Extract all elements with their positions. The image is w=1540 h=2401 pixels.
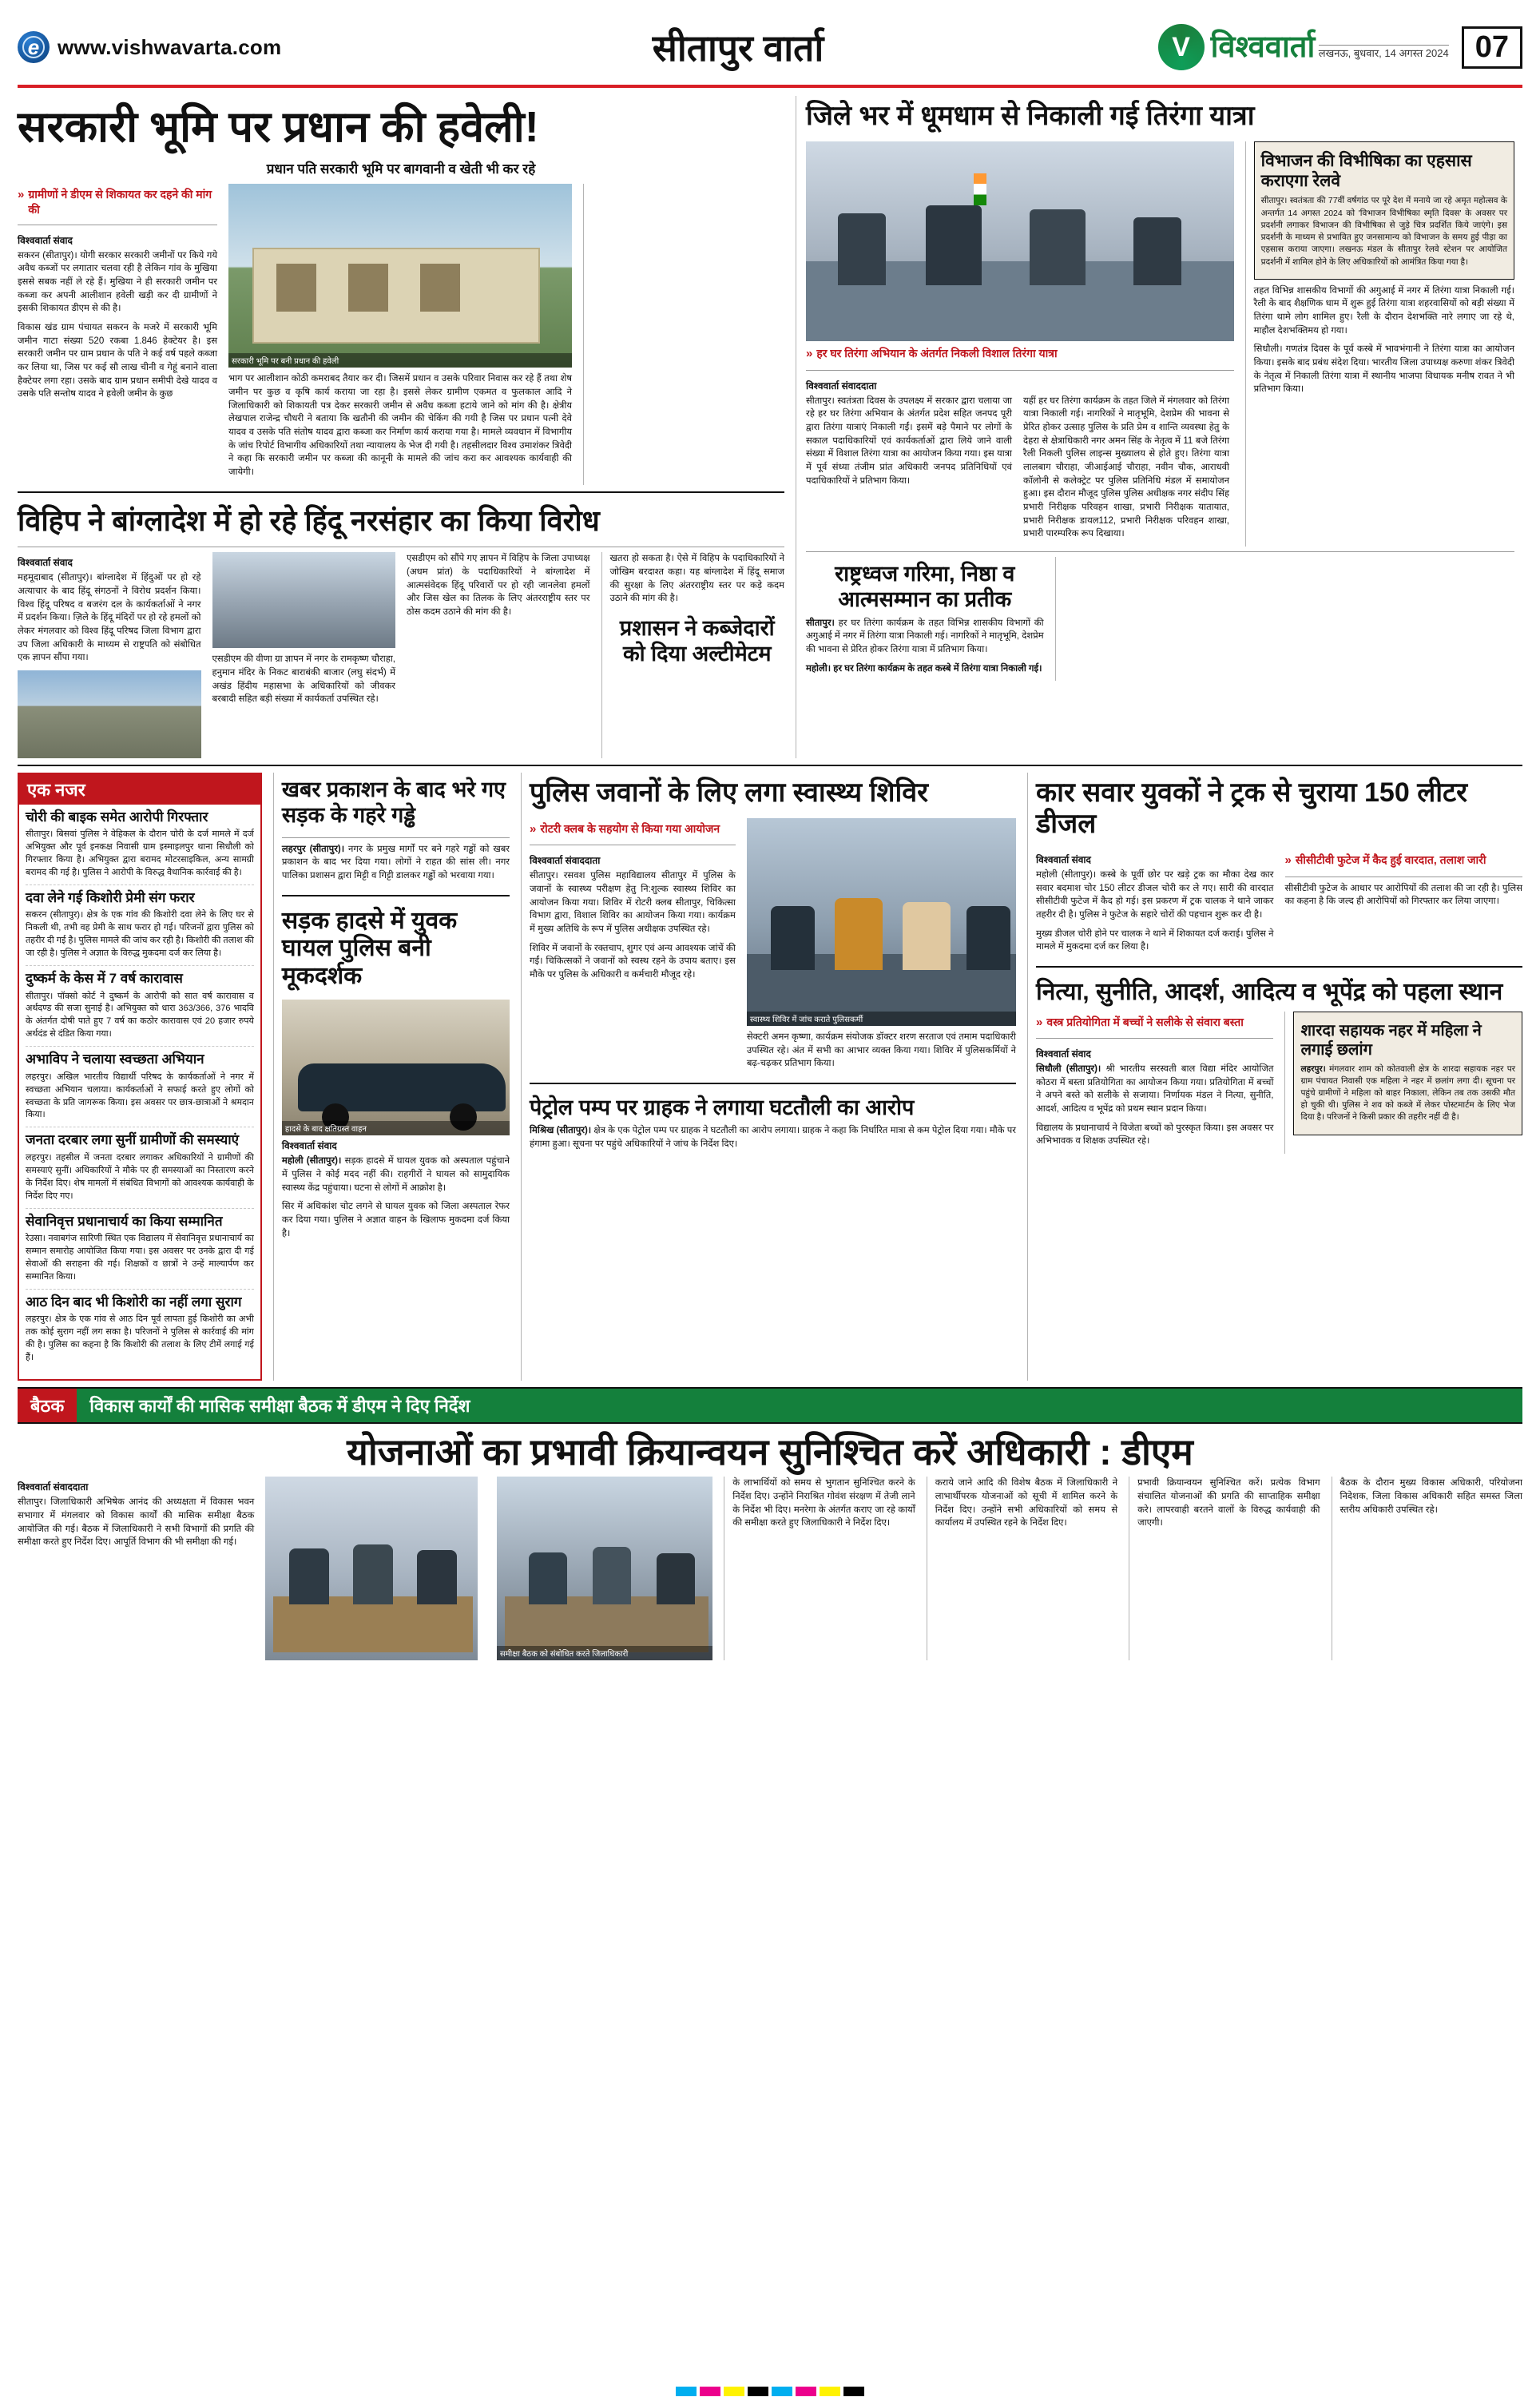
ek-najar-list bbox=[19, 805, 260, 1379]
color-swatch bbox=[772, 2387, 792, 2396]
banner-tag: बैठक bbox=[18, 1389, 77, 1422]
tiranga-para-2: यहीं हर घर तिरंगा कार्यक्रम के तहत जिले में मंगलवार को तिरंगा यात्रा निकाली गई। नागरिकों ने मातृभूमि, देशप्रेम की भावना से प्रेरित होकर उत्साह पुलिस के प्रति प्रेम व शान्ति व्यवस्था हेतु के देहरा से क्षेत्राधिकारी नगर अमन सिंह के नेतृत्व में 11 बजे तिरंगा रैली निकली पुलिस लाइन्स मुख्यालय से होते हुए। तिरंगा यात्रा लालबाग चौराहा, जीआईआई चौराहा, नवीन चौक, आराधवी कॉलोनी से कलेक्ट्रेट पर पुलिस प्रतिनिधि मंडल में समायोजन हुआ। इस दौरान मौजूद पुलिस पुलिस अधीक्षक नगर संदीप सिंह प्रभारी निरीक्षक परिवहन शाखा, प्रभारी निरीक्षक यातायात, प्रभारी निरीक्षक डायल112, प्रभारी निरीक्षक परिवहन शाखा, प्रभारी पारम्परिक रूप दिखाया। bbox=[1023, 396, 1229, 539]
lead-headline: सरकारी भूमि पर प्रधान की हवेली! bbox=[18, 103, 539, 151]
nitya-body-1: श्री भारतीय सरस्वती बाल विद्या मंदिर आयोजित कोठरा में बस्ता प्रतियोगिता का आयोजन किया गया। प्रतियोगिता में बच्चों ने अपने बस्ते को सलीके से सजाया। निर्णायक मंडल ने नित्या, सुनीति, आदर्श, आदित्य व भूपेंद्र को प्रथम स्थान प्रदान किया। bbox=[1036, 1064, 1274, 1115]
banner-text: विकास कार्यों की मासिक समीक्षा बैठक में डीएम ने दिए निर्देश bbox=[77, 1389, 1522, 1422]
nitya-para-1 bbox=[1036, 1063, 1273, 1116]
dm-meeting-photo-2 bbox=[497, 1477, 712, 1660]
edition-title: सीतापुर वार्ता bbox=[652, 27, 824, 69]
meeting-banner bbox=[18, 1387, 1522, 1424]
tiranga-para-4: सिधौली। गणतंत्र दिवस के पूर्व कस्बे में भावभंगानी ने तिरंगा यात्रा का आयोजन किया। इसके बाद प्रबंध संदेश दिया। भारतीय जिला उपाध्यक्ष करुणा शंकर त्रिवेदी के नेतृत्व में निकाली तिरंगा यात्रा में स्थानीय भाजपा विधायक मनीष रावत ने भी प्रतिभाग किया। bbox=[1253, 344, 1514, 395]
arrow-icon: » bbox=[1284, 853, 1292, 868]
lead-kicker: » ग्रामीणों ने डीएम से शिकायत कर दहने की मांग की bbox=[18, 188, 212, 216]
color-swatch bbox=[700, 2387, 720, 2396]
petrol-headline: पेट्रोल पम्प पर ग्राहक ने लगाया घटतौली का आरोप bbox=[530, 1095, 915, 1119]
brand bbox=[1158, 24, 1449, 70]
list-item[interactable] bbox=[26, 971, 254, 1047]
najar-item-headline: चोरी की बाइक समेत आरोपी गिरफ्तार bbox=[26, 809, 208, 825]
railway-headline: विभाजन की विभीषिका का एहसास कराएगा रेलवे bbox=[1260, 152, 1472, 191]
lead-byline: विश्ववार्ता संवाद bbox=[18, 234, 73, 246]
road-accident-photo-caption: हादसे के बाद क्षतिग्रस्त वाहन bbox=[282, 1121, 510, 1135]
vhp-para-2: एसडीएम की वीणा ग्रा ज्ञापन में नगर के रामकृष्ण चौराहा, हनुमान मंदिर के निकट बाराबंकी बाजार (लघु संदर्भ) में अखंड हिंदीय महासभा के अधिकारियों को जीवकर बरबादी सहित बड़ी संख्या में कार्यकर्ता उपस्थित रहे। bbox=[212, 654, 395, 705]
list-item[interactable] bbox=[26, 1214, 254, 1290]
color-swatch bbox=[820, 2387, 840, 2396]
health-camp-photo-caption: स्वास्थ्य शिविर में जांच कराते पुलिसकर्मी bbox=[747, 1012, 1016, 1026]
color-registration-bar bbox=[0, 2387, 1540, 2396]
tiranga-para-1: सीतापुर। स्वतंत्रता दिवस के उपलक्ष्य में सरकार द्वारा चलाया जा रहे हर घर तिरंगा अभियान के अंतर्गत प्रदेश सहित जनपद पूरी द्वारा तिरंगा यात्राएं निकाली गईं। इसमें बड़े पैमाने पर लोगों के सकाल पदाधिकारियों एवं कार्यकर्ताओं द्वारा लिये जाने वाली संख्या में विशाल तिरंगा यात्रा का आयोजन किया गया। इस यात्रा में पूर्व संध्या तंजीम प्रांत अधिकारी जनपद प्रतिनिधियों एवं पदाधिकारियों ने प्रतिभाग किया। bbox=[806, 396, 1012, 486]
masthead-center bbox=[353, 22, 1123, 72]
vhp-para-4: खतरा हो सकता है। ऐसे में विहिप के पदाधिकारियों ने जोखिम बरदाश्त कहा। यह बांग्लादेश में हिंदू समाज की सुरक्षा के लिए अंतरराष्ट्रीय स्तर पर कड़े कदम उठाने की मांग की है। bbox=[609, 554, 785, 604]
road-accident-headline: सड़क हादसे में युवक घायल पुलिस बनी मूकदर्शक bbox=[281, 907, 458, 989]
arrow-icon: » bbox=[1036, 1015, 1043, 1029]
vhp-para-3: एसडीएम को सौंपे गए ज्ञापन में विहिप के जिला उपाध्यक्ष (अधम प्रांत) के पदाधिकारियों ने बांग्लादेश में आत्मसंवेदक हिंदू परिवारों पर हो रही जानलेवा हमलों और जिस खेल का तिलक के लिए अंतरराष्ट्रीय स्तर पर ठोस कदम उठाने की मांग की है। bbox=[407, 554, 590, 617]
masthead-right bbox=[1123, 24, 1522, 70]
garima-headline: राष्ट्रध्वज गरिमा, निष्ठा व आत्मसम्मान का प्रतीक bbox=[835, 561, 1015, 612]
diesel-para-3: मुख्य डीजल चोरी होने पर चालक ने थाने में शिकायत दर्ज कराई। पुलिस ने मामले में मुकदमा दर्ज कर लिया है। bbox=[1036, 928, 1274, 952]
health-camp-para-2: शिविर में जवानों के रक्तचाप, शुगर एवं अन्य आवश्यक जांचें की गईं। चिकित्सकों ने जवानों को स्वस्थ रहने के उपाय बताए। इस मौके पर पुलिस के अधिकारी व कर्मचारी मौजूद रहे। bbox=[530, 943, 736, 980]
dm-meeting-headline: योजनाओं का प्रभावी क्रियान्वयन सुनिश्चित करें अधिकारी : डीएम bbox=[347, 1430, 1193, 1473]
najar-item-text: सीतापुर। पॉक्सो कोर्ट ने दुष्कर्म के आरोपी को सात वर्ष कारावास व अर्थदण्ड की सजा सुनाई है। अभियुक्त को धारा 363/366, 376 भादवि के अंतर्गत दोषी पाते हुए 7 वर्ष का कठोर कारावास एवं 20 हजार रुपये अर्थदंड से दंडित किया गया। bbox=[26, 991, 254, 1040]
color-swatch bbox=[748, 2387, 768, 2396]
color-swatch bbox=[676, 2387, 697, 2396]
lead-para-1: सकरन (सीतापुर)। योगी सरकार सरकारी जमीनों पर किये गये अवैध कब्जों पर लगातार चलवा रही है लेकिन गांव के मुखिया इससे सबक नहीं ले रहे हैं। मुखिया ने ही सरकारी जमीन पर कब्जा कर अपनी आलीशान हवेली खड़ी कर दी ग्रामीणों ने इसकी शिकायत डीएम से की है। bbox=[18, 250, 217, 314]
najar-item-headline: जनता दरबार लगा सुनीं ग्रामीणों की समस्याएं bbox=[26, 1132, 240, 1148]
najar-item-text: सीतापुर। बिसवां पुलिस ने वेहिकल के दौरान चोरी के दर्ज मामले में दर्ज अभियुक्त और पूर्व इनकक्ष निवासी ग्राम इस्माइलपुर थाना सिधौली को गिरफ्तार किया है। अभियुक्त द्वारा बरामद मोटरसाइकिल, अन्य सामग्री बरामद की गई है। पुलिस ने आरोपी के विरुद्ध वैधानिक कार्रवाई की है। bbox=[26, 829, 254, 878]
health-camp-headline: पुलिस जवानों के लिए लगा स्वास्थ्य शिविर bbox=[530, 777, 929, 808]
diesel-kicker: » सीसीटीवी फुटेज में कैद हुई वारदात, तलाश जारी bbox=[1284, 853, 1486, 868]
site-url[interactable]: www.vishwavarta.com bbox=[58, 34, 282, 59]
najar-item-headline: अभाविप ने चलाया स्वच्छता अभियान bbox=[26, 1051, 204, 1067]
arrow-icon: » bbox=[806, 347, 813, 361]
brand-logo-icon: V bbox=[1158, 24, 1205, 70]
tiranga-para-3: तहत विभिन्न शासकीय विभागों की अगुआई में नगर में तिरंगा यात्रा निकाली गई। रैली के बाद शैक्षणिक धाम में शुरू हुई तिरंगा यात्रा शहरवासियों को बड़ी संख्या में तिरंगा थामे लोग शामिल हुए। रैली के दौरान देशभक्ति नारे लगाए जा रहे थे, माहौल देशभक्तिमय हो गया। bbox=[1253, 285, 1514, 336]
railway-box bbox=[1254, 141, 1514, 280]
page-number: 07 bbox=[1462, 26, 1522, 69]
tiranga-headline: जिले भर में धूमधाम से निकाली गई तिरंगा यात्रा bbox=[806, 101, 1255, 131]
nitya-kicker: » वस्त्र प्रतियोगिता में बच्चों ने सलीके से संवारा बस्ता bbox=[1036, 1015, 1244, 1029]
health-camp-para-1: सीतापुर। रसवश पुलिस महाविद्यालय सीतापुर में पुलिस के जवानों के स्वास्थ्य परीक्षण हेतु नि:शुल्क स्वास्थ्य शिविर का आयोजन किया गया। शिविर में रोटरी क्लब सीतापुर, चिकित्सा विभाग द्वारा, विशाल शिविर का आयोजन किया गया। कार्यक्रम में मुख्य अतिथि के रूप में पुलिस अधीक्षक उपस्थित रहे। bbox=[530, 871, 736, 935]
dm-meeting-photo-1 bbox=[265, 1477, 478, 1660]
brand-name: विश्ववार्ता bbox=[1210, 30, 1316, 64]
najar-item-headline: दुष्कर्म के केस में 7 वर्ष कारावास bbox=[26, 971, 183, 987]
health-camp-byline: विश्ववार्ता संवाददाता bbox=[530, 855, 601, 867]
vhp-para-1: महमूदाबाद (सीतापुर)। बांग्लादेश में हिंदुओं पर हो रहे अत्याचार के बाद हिंदू संगठनों ने विरोध प्रदर्शन किया। विश्व हिंदू परिषद व बजरंग दल के कार्यकर्ताओं ने नगर में प्रदर्शन किया। ज़िले के हिंदू मंदिरों पर हो रहे हमलों को लेकर मंगलवार को विश्व हिंदू परिषद जिला विभाग द्वारा उप जिला अधिकारी के माध्यम से राष्ट्रपति को संबोधित एक ज्ञापन सौंपा गया। bbox=[18, 573, 201, 663]
sharda-dateline: लहरपुर। bbox=[1300, 1063, 1326, 1074]
masthead bbox=[18, 14, 1522, 88]
road-accident-body-1: सड़क हादसे में घायल युवक को अस्पताल पहुंचाने में पुलिस ने कोई मदद नहीं की। राहगीरों ने घायल को सामुदायिक स्वास्थ्य केंद्र पहुंचाया। घटना से लोगों में आक्रोश है। bbox=[281, 1156, 510, 1193]
khabar-headline: खबर प्रकाशन के बाद भरे गए सड़क के गहरे गड्ढे bbox=[281, 777, 506, 828]
ek-najar-title: एक नजर bbox=[19, 774, 260, 805]
road-accident-para-2: सिर में अधिकांश चोट लगने से घायल युवक को जिला अस्पताल रेफर कर दिया गया। पुलिस ने अज्ञात वाहन के खिलाफ मुकदमा दर्ज किया है। bbox=[281, 1202, 510, 1238]
tiranga-kicker: » हर घर तिरंगा अभियान के अंतर्गत निकली विशाल तिरंगा यात्रा bbox=[806, 347, 1058, 361]
road-accident-byline: विश्ववार्ता संवाद bbox=[281, 1140, 337, 1152]
najar-item-text: रेउसा। नवाबगंज सारिणी स्थित एक विद्यालय में सेवानिवृत्त प्रधानाचार्य का सम्मान समारोह आयोजित किया गया। इस अवसर पर उनके द्वारा दी गई सेवाओं की सराहना की गई। शिक्षकों व छात्रों ने उन्हें माल्यार्पण कर सम्मानित किया। bbox=[26, 1233, 254, 1282]
najar-item-text: लहरपुर। क्षेत्र के एक गांव से आठ दिन पूर्व लापता हुई किशोरी का अभी तक कोई सुराग नहीं लग सका है। परिजनों ने पुलिस से कार्रवाई की मांग की है। पुलिस का कहना है कि किशोरी की तलाश के लिए टीमें लगाई गई हैं। bbox=[26, 1314, 254, 1362]
masthead-left bbox=[18, 31, 353, 63]
nitya-headline: नित्या, सुनीति, आदर्श, आदित्य व भूपेंद्र को पहला स्थान bbox=[1036, 979, 1503, 1006]
dm-meeting-para-1: सीतापुर। जिलाधिकारी अभिषेक आनंद की अध्यक्षता में विकास भवन सभागार में मंगलवार को विकास कार्यों की मासिक समीक्षा बैठक आयोजित की गई। बैठक में जिलाधिकारी ने सभी विभागों की प्रगति की समीक्षा करते हुए निर्देश दिए। आपूर्ति विभाग की भी समीक्षा की गई। bbox=[18, 1497, 255, 1548]
dm-meeting-para-2: के लाभार्थियों को समय से भुगतान सुनिश्चित करने के निर्देश दिए। उन्होंने निराश्रित गोवंश संरक्षण में तेजी लाने के निर्देश भी दिए। मनरेगा के अंतर्गत कराए जा रहे कार्यों की समीक्षा करते हुए जिलाधिकारी ने निर्देश दिए। bbox=[732, 1478, 915, 1528]
health-camp-para-3: सेक्टरी अमन कृष्णा, कार्यक्रम संयोजक डॉक्टर शरण सरताज एवं तमाम पदाधिकारी उपस्थित रहे। अंत में सभी का आभार व्यक्त किया गया। शिविर में पुलिसकर्मियों ने बढ़-चढ़कर प्रतिभाग किया। bbox=[746, 1032, 1016, 1069]
khabar-body: नगर के प्रमुख मार्गों पर बने गहरे गड्ढों को खबर प्रकाशन के बाद भर दिया गया। लोगों ने राहत की सांस ली। नगर पालिका प्रशासन द्वारा मिट्टी व गिट्टी डालकर गड्ढों को भरवाया गया। bbox=[281, 844, 510, 880]
nitya-para-2: विद्यालय के प्रधानाचार्य ने विजेता बच्चों को पुरस्कृत किया। इस अवसर पर अभिभावक व शिक्षक उपस्थित रहे। bbox=[1036, 1123, 1274, 1147]
petrol-body: क्षेत्र के एक पेट्रोल पम्प पर ग्राहक ने घटतौली का आरोप लगाया। ग्राहक ने कहा कि निर्धारित मात्रा से कम पेट्रोल दिया गया। मौके पर हंगामा हुआ। सूचना पर पहुंचे अधिकारियों ने जांच के निर्देश दिए। bbox=[530, 1126, 1016, 1150]
petrol-dateline: मिश्रिख (सीतापुर)। bbox=[530, 1126, 592, 1136]
list-item[interactable] bbox=[26, 1051, 254, 1127]
arrow-icon: » bbox=[530, 821, 537, 836]
diesel-para-2: सीसीटीवी फुटेज के आधार पर आरोपियों की तलाश की जा रही है। पुलिस का कहना है कि जल्द ही आरोपियों को गिरफ्तार कर लिया जाएगा। bbox=[1284, 883, 1522, 907]
najar-item-headline: दवा लेने गई किशोरी प्रेमी संग फरार bbox=[26, 890, 195, 905]
vhp-photo-center bbox=[212, 552, 396, 648]
najar-item-headline: सेवानिवृत्त प्रधानाचार्य का किया सम्मानित bbox=[26, 1213, 223, 1229]
diesel-byline: विश्ववार्ता संवाद bbox=[1036, 854, 1091, 866]
nitya-dateline: सिधौली (सीतापुर)। bbox=[1036, 1064, 1101, 1075]
dm-meeting-photo-caption: समीक्षा बैठक को संबोधित करते जिलाधिकारी bbox=[497, 1646, 712, 1660]
dm-meeting-para-4: प्रभावी क्रियान्वयन सुनिश्चित करें। प्रत्येक विभाग संचालित योजनाओं की प्रगति की साप्ताहिक समीक्षा करे। लापरवाही बरतने वालों के विरुद्ध कार्यवाही की जाएगी। bbox=[1137, 1478, 1320, 1528]
sharda-body: मंगलवार शाम को कोतवाली क्षेत्र के शारदा सहायक नहर पर ग्राम पंचायत निवासी एक महिला ने नहर में छलांग लगा दी। सूचना पर पहुंचे ग्रामीणों ने महिला को बाहर निकाला, लेकिन तब तक उसकी मौत हो चुकी थी। पुलिस ने शव को कब्जे में लेकर पोस्टमार्टम के लिए भेज दिया है। परिजनों ने किसी प्रकार की तहरीर नहीं दी है। bbox=[1300, 1063, 1515, 1123]
dm-meeting-para-5: बैठक के दौरान मुख्य विकास अधिकारी, परियोजना निदेशक, जिला विकास अधिकारी सहित समस्त जिला स्तरीय अधिकारी उपस्थित रहे। bbox=[1340, 1478, 1522, 1515]
road-accident-dateline: महोली (सीतापुर)। bbox=[281, 1156, 342, 1167]
ultimatum-headline: प्रशासन ने कब्जेदारों को दिया अल्टीमेटम bbox=[619, 615, 775, 666]
tiranga-photo bbox=[806, 141, 1234, 341]
sharda-box bbox=[1293, 1012, 1522, 1135]
vhp-headline: विहिप ने बांग्लादेश में हो रहे हिंदू नरसंहार का किया विरोध bbox=[18, 503, 600, 537]
khabar-dateline: लहरपुर (सीतापुर)। bbox=[281, 844, 345, 854]
petrol-text bbox=[530, 1124, 1016, 1151]
garima-dateline: सीतापुर। bbox=[806, 618, 835, 628]
vhp-byline: विश्ववार्ता संवाद bbox=[18, 557, 73, 569]
list-item[interactable] bbox=[26, 890, 254, 966]
list-item[interactable] bbox=[26, 809, 254, 885]
najar-item-text: लहरपुर। अखिल भारतीय विद्यार्थी परिषद के कार्यकर्ताओं ने नगर में स्वच्छता अभियान चलाया। कार्यकर्ताओं ने सफाई करते हुए लोगों को स्वच्छता के प्रति जागरूक किया। इस अवसर पर छात्र-छात्राओं ने श्रमदान किया। bbox=[26, 1071, 254, 1120]
lead-para-3: भाग पर आलीशान कोठी कमराबद तैयार कर दी। जिसमें प्रधान व उसके परिवार निवास कर रहे हैं तथा शेष जमीन पर कुछ व कृषि कार्य कराया जा रहा है। इससे लेकर ग्रामीण एकमत व फुलकाल आदि ने जिलाधिकारी को शिकायती पत्र देकर सरकारी जमीन से अवैध कब्जा हटाये जाने को मांग की है। क्षेत्रीय लेखपाल राजेन्द्र चौधरी ने बताया कि खतौनी की जमीन की चेकिंग की गयी है जिस पर प्रधान पत्नी देवे यादव व उसके पति संतोष यादव द्वारा कब्जा कर निर्माण कार्य कराया गया है। मामले व्यवधान में विभागीय के जांच रिपोर्ट विभागीय अधिकारियों तथा न्यायालय के भेज दी गयी है। तहसीलदार विश्व उमाशंकर त्रिवेदी ने कहा कि सरकारी जमीन पर कब्जा की कानूनी के मामले की जांच करा कर आवश्यक कार्यवाही की जायेगी। bbox=[228, 374, 572, 478]
tiranga-byline: विश्ववार्ता संवाददाता bbox=[806, 380, 877, 392]
list-item[interactable] bbox=[26, 1294, 254, 1369]
sharda-text bbox=[1300, 1063, 1515, 1124]
arrow-icon: » bbox=[18, 188, 25, 202]
ek-najar-box bbox=[18, 773, 262, 1381]
railway-text: सीतापुर। स्वतंत्रता की 77वीं वर्षगांठ पर पूरे देश में मनाये जा रहे अमृत महोत्सव के अन्तर्गत 14 अगस्त 2024 को 'विभाजन विभीषिका स्मृति दिवस' के अवसर पर प्रदर्शनी लगाकर विभाजन की विभीषिका से जुड़े चित्र प्रदर्शित किये जाएंगे। इस प्रदर्शनी के माध्यम से प्रभावित हुए जनसामान्य को विभाजन के समय हुई पीड़ा का एहसास कराया जाएगा। लखनऊ मंडल के सीतापुर रेलवे स्टेशन पर आयोजित प्रदर्शनी में शामिल होने के लिए अधिकारियों को आमंत्रित किया गया है। bbox=[1260, 196, 1507, 267]
najar-item-headline: आठ दिन बाद भी किशोरी का नहीं लगा सुराग bbox=[26, 1294, 242, 1310]
nitya-byline: विश्ववार्ता संवाद bbox=[1036, 1048, 1091, 1060]
najar-item-text: लहरपुर। तहसील में जनता दरबार लगाकर अधिकारियों ने ग्रामीणों की समस्याएं सुनीं। अधिकारियों ने मौके पर ही समस्याओं का निस्तारण करने के निर्देश दिए। शेष मामलों में संबंधित विभागों को आवश्यक कार्यवाही के निर्देश दिए गए। bbox=[26, 1152, 254, 1201]
list-item[interactable] bbox=[26, 1132, 254, 1208]
sharda-headline: शारदा सहायक नहर में महिला ने लगाई छलांग bbox=[1300, 1021, 1482, 1059]
najar-item-text: सकरन (सीतापुर)। क्षेत्र के एक गांव की किशोरी दवा लेने के लिए घर से निकली थी, तभी वह प्रेमी के साथ फरार हो गई। परिजनों द्वारा पुलिस को तहरीर दी गई है। पुलिस मामले की जांच कर रही है। किशोरी की तलाश की जा रही है। पुलिस ने अज्ञात के विरुद्ध मुकदमा दर्ज कर लिया है। bbox=[26, 910, 254, 959]
lead-para-2: विकास खंड ग्राम पंचायत सकरन के मजरे में सरकारी भूमि जमीन गाटा संख्या 520 रकबा 1.846 हेक्टेयर है। इस सरकारी जमीन पर ग्राम प्रधान के पति ने कई वर्ष पहले कब्जा कर लिया था, जिस पर कई सौ लाख चीनी व गेहूं बनाने वाला हैक्टेयर लगा रहा। उसके बाद ग्राम प्रधान समीपी देखे यादव व उसके पति सन्तोष यादव ने हवेली जमीन के कुछ bbox=[18, 323, 217, 400]
brand-dateline: लखनऊ, बुधवार, 14 अगस्त 2024 bbox=[1319, 45, 1449, 59]
color-swatch bbox=[796, 2387, 816, 2396]
lead-photo bbox=[228, 184, 572, 368]
garima-mahauli: महोली। हर घर तिरंगा कार्यक्रम के तहत कस्बे में तिरंगा यात्रा निकाली गई। bbox=[806, 663, 1042, 674]
road-accident-photo bbox=[282, 1000, 510, 1135]
garima-text bbox=[806, 617, 1044, 657]
diesel-headline: कार सवार युवकों ने ट्रक से चुराया 150 लीटर डीजल bbox=[1036, 777, 1468, 839]
globe-icon bbox=[18, 31, 50, 63]
dm-meeting-byline: विश्ववार्ता संवाददाता bbox=[18, 1481, 89, 1493]
color-swatch bbox=[724, 2387, 744, 2396]
vhp-photo-left bbox=[18, 670, 201, 758]
dm-meeting-para-3: कराये जाने आदि की विशेष बैठक में जिलाधिकारी ने लाभार्थीपरक योजनाओं को सूची में शामिल करने के निर्देश दिए। उन्होंने सभी अधिकारियों को समय से कार्यालय में उपस्थित रहने के निर्देश दिए। bbox=[935, 1478, 1118, 1528]
health-camp-photo bbox=[747, 818, 1016, 1026]
garima-body: हर घर तिरंगा कार्यक्रम के तहत विभिन्न शासकीय विभागों की अगुआई में नगर में तिरंगा यात्रा निकाली गई। नागरिकों ने मातृभूमि, देशप्रेम की भावना से प्रेरित होकर तिरंगा यात्रा में प्रतिभाग किया। bbox=[806, 618, 1044, 655]
khabar-text bbox=[282, 843, 510, 883]
lead-subhead: प्रधान पति सरकारी भूमि पर बागवानी व खेती भी कर रहे bbox=[266, 161, 536, 177]
diesel-para-1: महोली (सीतापुर)। कस्बे के पूर्वी छोर पर खड़े ट्रक का मौका देख कार सवार बदमाश चोर 150 लीटर डीजल चोरी कर ले गए। सारी की वारदात सीसीटीवी फुटेज में कैद हो गई। इस प्रकरण में ट्रक चालक ने थाने जाकर तहरीर दी है। पुलिस ने फुटेज के सहारे चोरों की पहचान शुरू कर दी है। bbox=[1036, 870, 1274, 920]
health-camp-kicker: » रोटरी क्लब के सहयोग से किया गया आयोजन bbox=[530, 821, 720, 836]
lead-photo-caption: सरकारी भूमि पर बनी प्रधान की हवेली bbox=[228, 353, 572, 368]
color-swatch bbox=[843, 2387, 864, 2396]
road-accident-para-1 bbox=[282, 1155, 510, 1195]
